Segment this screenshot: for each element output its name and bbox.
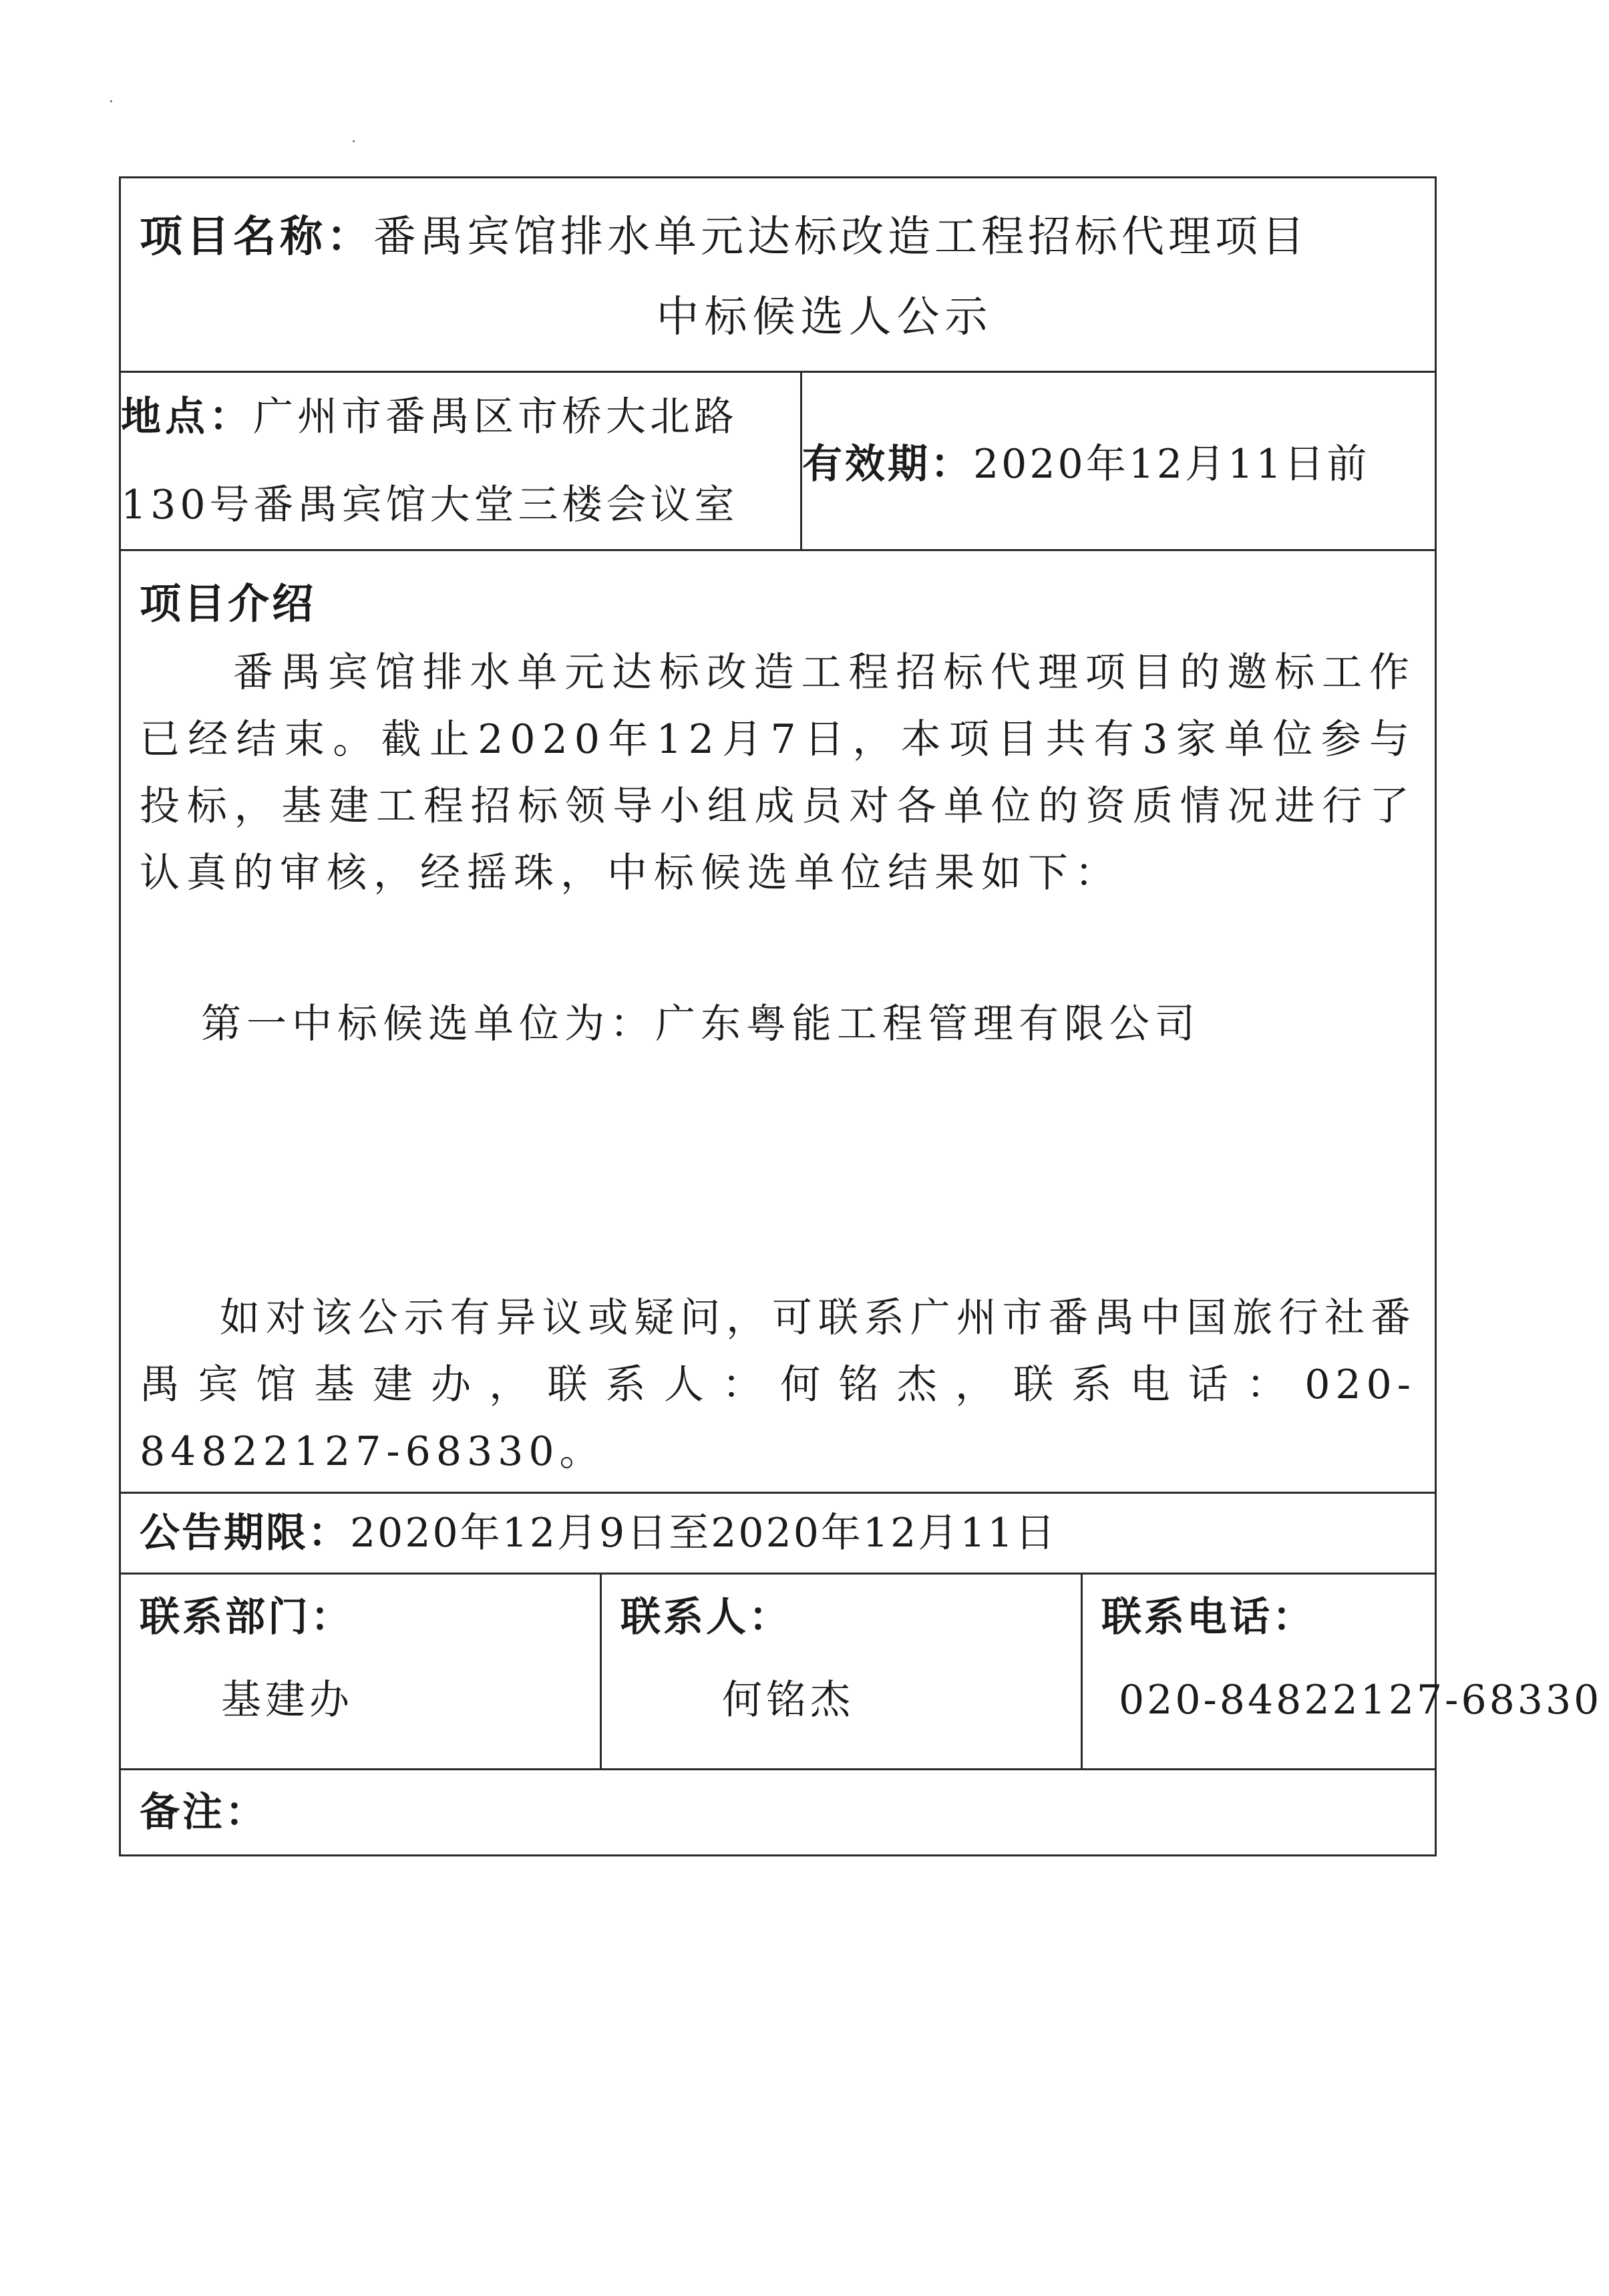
validity-value: 2020年12月11日前: [973, 441, 1370, 488]
period-value: 2020年12月9日至2020年12月11日: [350, 1510, 1057, 1556]
period-label: 公告期限：: [140, 1510, 350, 1556]
winner-name: 广东粤能工程管理有限公司: [655, 1001, 1200, 1047]
location-cell: [120, 372, 801, 550]
scan-speck: [110, 100, 112, 102]
intro-row: [120, 550, 1436, 1493]
phone-cell: [1082, 1574, 1602, 1770]
remarks-label: 备注：: [120, 1770, 1436, 1856]
intro-cell: [120, 550, 1436, 1493]
contact-note: 如对该公示有异议或疑问，可联系广州市番禺中国旅行社番禺宾馆基建办，联系人：何铭杰，联系电话：020-84822127-68330。: [140, 1295, 1416, 1475]
location-line-1: [121, 373, 800, 461]
person-value: 何铭杰: [722, 1677, 854, 1724]
project-subtitle: 中标候选人公示: [656, 293, 993, 342]
intro-heading: 项目介绍: [140, 579, 317, 628]
validity-label: 有效期：: [802, 441, 973, 488]
winner-line: [140, 991, 1416, 1057]
period-row: [120, 1493, 1436, 1574]
contact-row: [120, 1574, 1436, 1770]
project-title-line: [121, 178, 1435, 277]
project-name: 番禺宾馆排水单元达标改造工程招标代理项目: [373, 212, 1308, 262]
department-label: 联系部门：: [140, 1594, 353, 1641]
notice-table: [119, 176, 1602, 1856]
department-value: 基建办: [221, 1677, 353, 1724]
remarks-row: [120, 1770, 1436, 1856]
project-label: 项目名称：: [140, 212, 373, 262]
location-value-2: 130号番禺宾馆大堂三楼会议室: [121, 482, 739, 528]
title-cell: [120, 178, 1436, 372]
scan-speck: [353, 140, 355, 142]
person-cell: [601, 1574, 1082, 1770]
location-label: 地点：: [121, 393, 253, 440]
phone-label: 联系电话：: [1101, 1594, 1315, 1641]
person-label: 联系人：: [620, 1594, 791, 1641]
period-cell: [120, 1493, 1436, 1574]
location-value-1: 广州市番禺区市桥大北路: [253, 393, 738, 440]
winner-label: 第一中标候选单位为：: [201, 1001, 655, 1047]
department-cell: [120, 1574, 601, 1770]
intro-paragraph: 番禺宾馆排水单元达标改造工程招标代理项目的邀标工作已经结束。截止2020年12月7日，本项目共有3家单位参与投标，基建工程招标领导小组成员对各单位的资质情况进行了认真的审核，经摇珠，中标候选单位结果如下：: [140, 649, 1416, 896]
location-row: [120, 372, 1436, 550]
phone-value: 020-84822127-68330: [1119, 1677, 1602, 1724]
title-row: [120, 178, 1436, 372]
validity-cell: [801, 372, 1436, 550]
